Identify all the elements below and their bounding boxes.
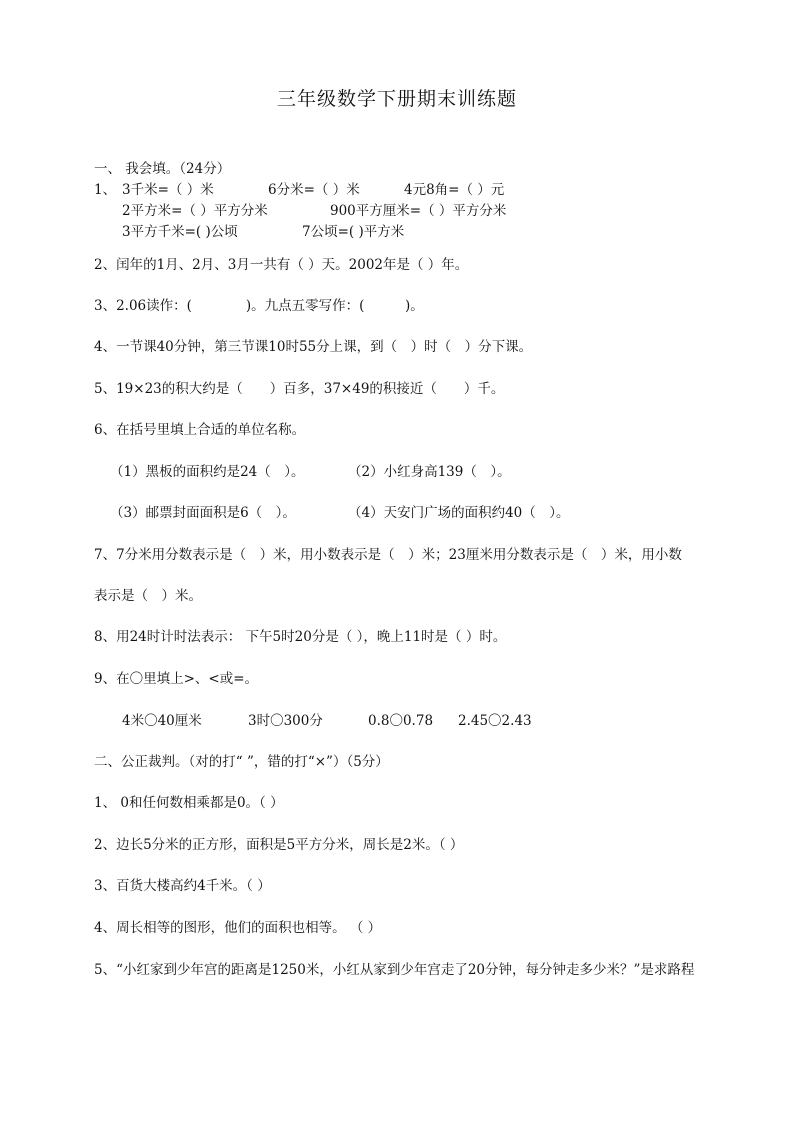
judge-question-5: 5、“小红家到少年宫的距离是1250米，小红从家到少年宫走了20分钟，每分钟走多少米？”是求路程 <box>94 962 695 978</box>
question-2: 2、闰年的1月、2月、3月一共有（ ）天。2002年是（ ）年。 <box>94 257 469 273</box>
q1-item: 3千米=（ ）米 <box>122 182 214 198</box>
q6-item-2: （2）小红身高139（ ）。 <box>348 464 511 480</box>
q1-item: 2平方米=（ ）平方分米 <box>122 203 268 219</box>
section-1-heading: 一、 我会填。（24分） <box>94 161 231 177</box>
q1-item: 3平方千米=( )公顷 <box>122 224 238 240</box>
question-9: 9、在〇里填上>、<或=。 <box>94 671 259 687</box>
question-5: 5、19×23的积大约是（ ）百多，37×49的积接近（ ）千。 <box>94 381 505 397</box>
judge-question-4: 4、周长相等的图形，他们的面积也相等。 （ ） <box>94 920 382 936</box>
q9-item: 0.8〇0.78 <box>368 713 434 729</box>
q9-item: 2.45〇2.43 <box>458 713 532 729</box>
q6-item-1: （1）黑板的面积约是24（ ）。 <box>110 464 305 480</box>
question-7-line-2: 表示是（ ）米。 <box>94 588 202 604</box>
q1-item: 900平方厘米=（ ）平方分米 <box>330 203 507 219</box>
q1-item: 6分米=（ ）米 <box>268 182 360 198</box>
q1-item: 7公顷=( )平方米 <box>302 224 405 240</box>
q6-item-4: （4）天安门广场的面积约40（ ）。 <box>348 505 570 521</box>
question-8: 8、用24时计时法表示： 下午5时20分是（ ），晚上11时是（ ）时。 <box>94 629 507 645</box>
judge-question-1: 1、 0和任何数相乘都是0。（ ） <box>94 795 284 811</box>
judge-question-2: 2、边长5分米的正方形，面积是5平方分米，周长是2米。（ ） <box>94 837 464 853</box>
q1-item: 4元8角=（ ）元 <box>404 182 505 198</box>
question-3: 3、2.06读作：( )。九点五零写作：( )。 <box>94 298 424 314</box>
q9-item: 3时〇300分 <box>248 713 323 729</box>
page-title: 三年级数学下册期末训练题 <box>276 88 517 110</box>
question-4: 4、一节课40分钟，第三节课10时55分上课，到（ ）时（ ）分下课。 <box>94 339 533 355</box>
question-7-line-1: 7、7分米用分数表示是（ ）米，用小数表示是（ ）米；23厘米用分数表示是（ ）米，用小数 <box>94 547 682 563</box>
section-2-heading: 二、公正裁判。（对的打“ ”，错的打“×”）（5分） <box>94 754 389 770</box>
q9-item: 4米〇40厘米 <box>122 713 202 729</box>
question-6: 6、在括号里填上合适的单位名称。 <box>94 422 306 438</box>
question-1-number: 1、 <box>94 182 117 198</box>
judge-question-3: 3、百货大楼高约4千米。（ ） <box>94 878 271 894</box>
q6-item-3: （3）邮票封面面积是6（ ）。 <box>110 505 296 521</box>
